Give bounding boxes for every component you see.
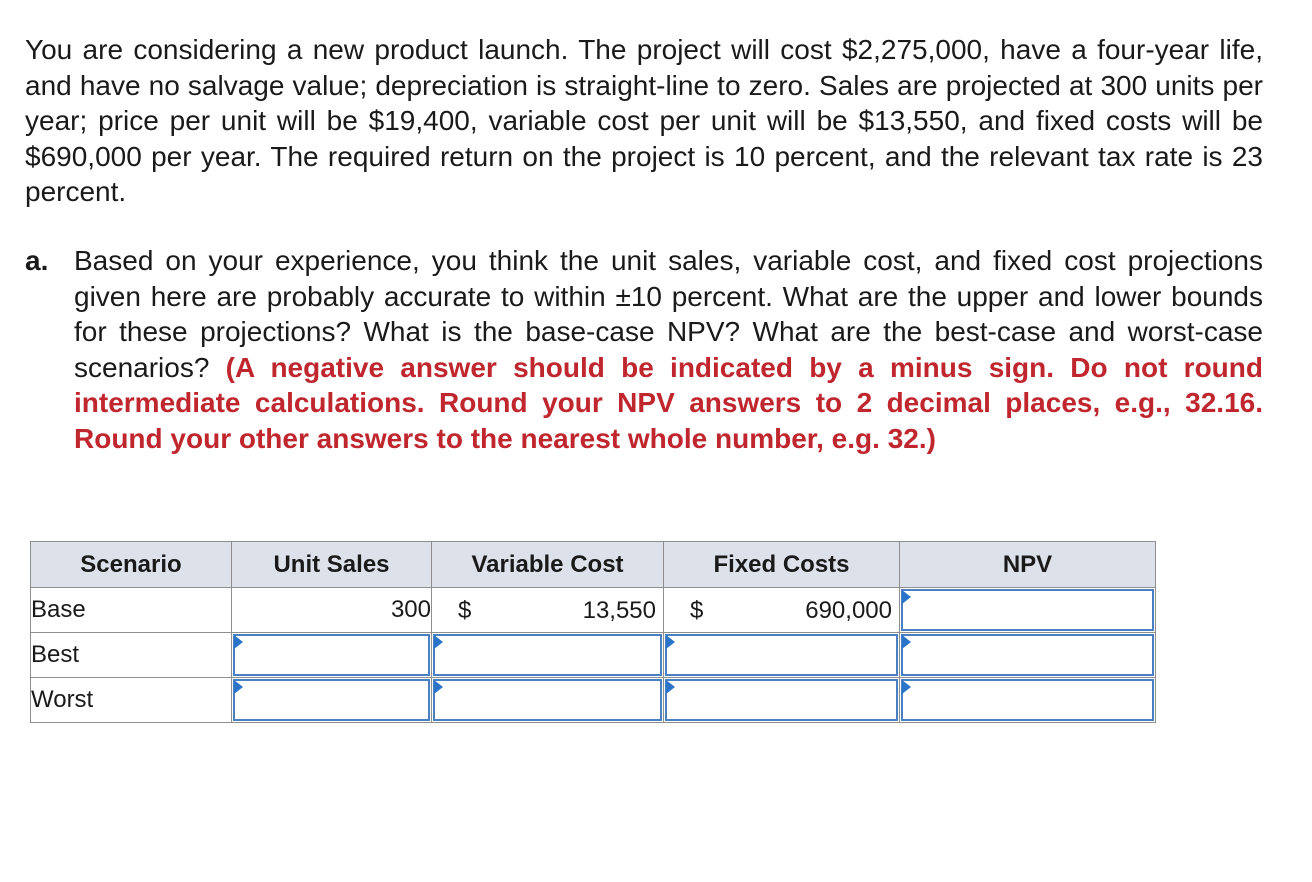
part-a [25,243,1263,456]
best-npv-input[interactable] [901,634,1154,676]
base-fixed-costs-currency: $ [690,597,704,624]
table-header-row [31,542,1156,588]
worst-variable-cost-cell [432,678,664,723]
header-npv: NPV [900,542,1156,588]
base-fixed-costs-cell [664,588,900,633]
input-flag-icon [434,680,443,694]
input-flag-icon [234,680,243,694]
worst-unit-sales-cell [232,678,432,723]
best-scenario-label: Best [31,633,232,678]
header-fixed-costs: Fixed Costs [664,542,900,588]
input-flag-icon [234,635,243,649]
input-flag-icon [434,635,443,649]
best-variable-cost-cell [432,633,664,678]
scenario-table [30,541,1156,723]
part-a-body [74,243,1263,456]
part-a-question: Based on your experience, you think the unit sales, variable cost, and fixed cost projections given here are probably accurate to within ±10 percent. What are the upper and lower bounds for these projections? What is the base-case NPV? What are the best-case and worst-case scenarios? [74,245,1263,383]
base-variable-cost-value: 13,550 [582,597,656,624]
part-a-instructions: (A negative answer should be indicated by a minus sign. Do not round intermediate calculations. Round your NPV answers to 2 decimal places, e.g., 32.16. Round your other answers to the nearest whole number, e.g. 32.) [74,351,1263,454]
best-unit-sales-cell [232,633,432,678]
worst-fixed-costs-cell [664,678,900,723]
best-fixed-costs-cell [664,633,900,678]
input-flag-icon [902,680,911,694]
base-npv-cell [900,588,1156,633]
base-fixed-costs-value: 690,000 [805,597,892,624]
header-scenario: Scenario [31,542,232,588]
input-flag-icon [666,680,675,694]
base-unit-sales: 300 [232,588,432,633]
input-flag-icon [666,635,675,649]
input-flag-icon [902,635,911,649]
worst-fixed-costs-input[interactable] [665,679,898,721]
best-unit-sales-input[interactable] [233,634,430,676]
header-unit-sales: Unit Sales [232,542,432,588]
table-row-best [31,633,1156,678]
worst-scenario-label: Worst [31,678,232,723]
worst-npv-cell [900,678,1156,723]
worst-variable-cost-input[interactable] [433,679,662,721]
input-flag-icon [902,590,911,604]
part-a-letter: a. [25,245,49,276]
problem-statement: You are considering a new product launch. The project will cost $2,275,000, have a four-year life, and have no salvage value; depreciation is straight-line to zero. Sales are projected at 300 units per year; price per unit will be $19,400, variable cost per unit will be $13,550, and fixed costs will be $690,000 per year. The required return on the project is 10 percent, and the relevant tax rate is 23 percent. [25,34,1263,207]
base-variable-cost-currency: $ [458,597,472,624]
table-row-worst [31,678,1156,723]
base-variable-cost-cell [432,588,664,633]
best-variable-cost-input[interactable] [433,634,662,676]
best-npv-cell [900,633,1156,678]
header-variable-cost: Variable Cost [432,542,664,588]
best-fixed-costs-input[interactable] [665,634,898,676]
worst-npv-input[interactable] [901,679,1154,721]
base-npv-input[interactable] [901,589,1154,631]
worst-unit-sales-input[interactable] [233,679,430,721]
table-row-base [31,588,1156,633]
base-scenario-label: Base [31,588,232,633]
